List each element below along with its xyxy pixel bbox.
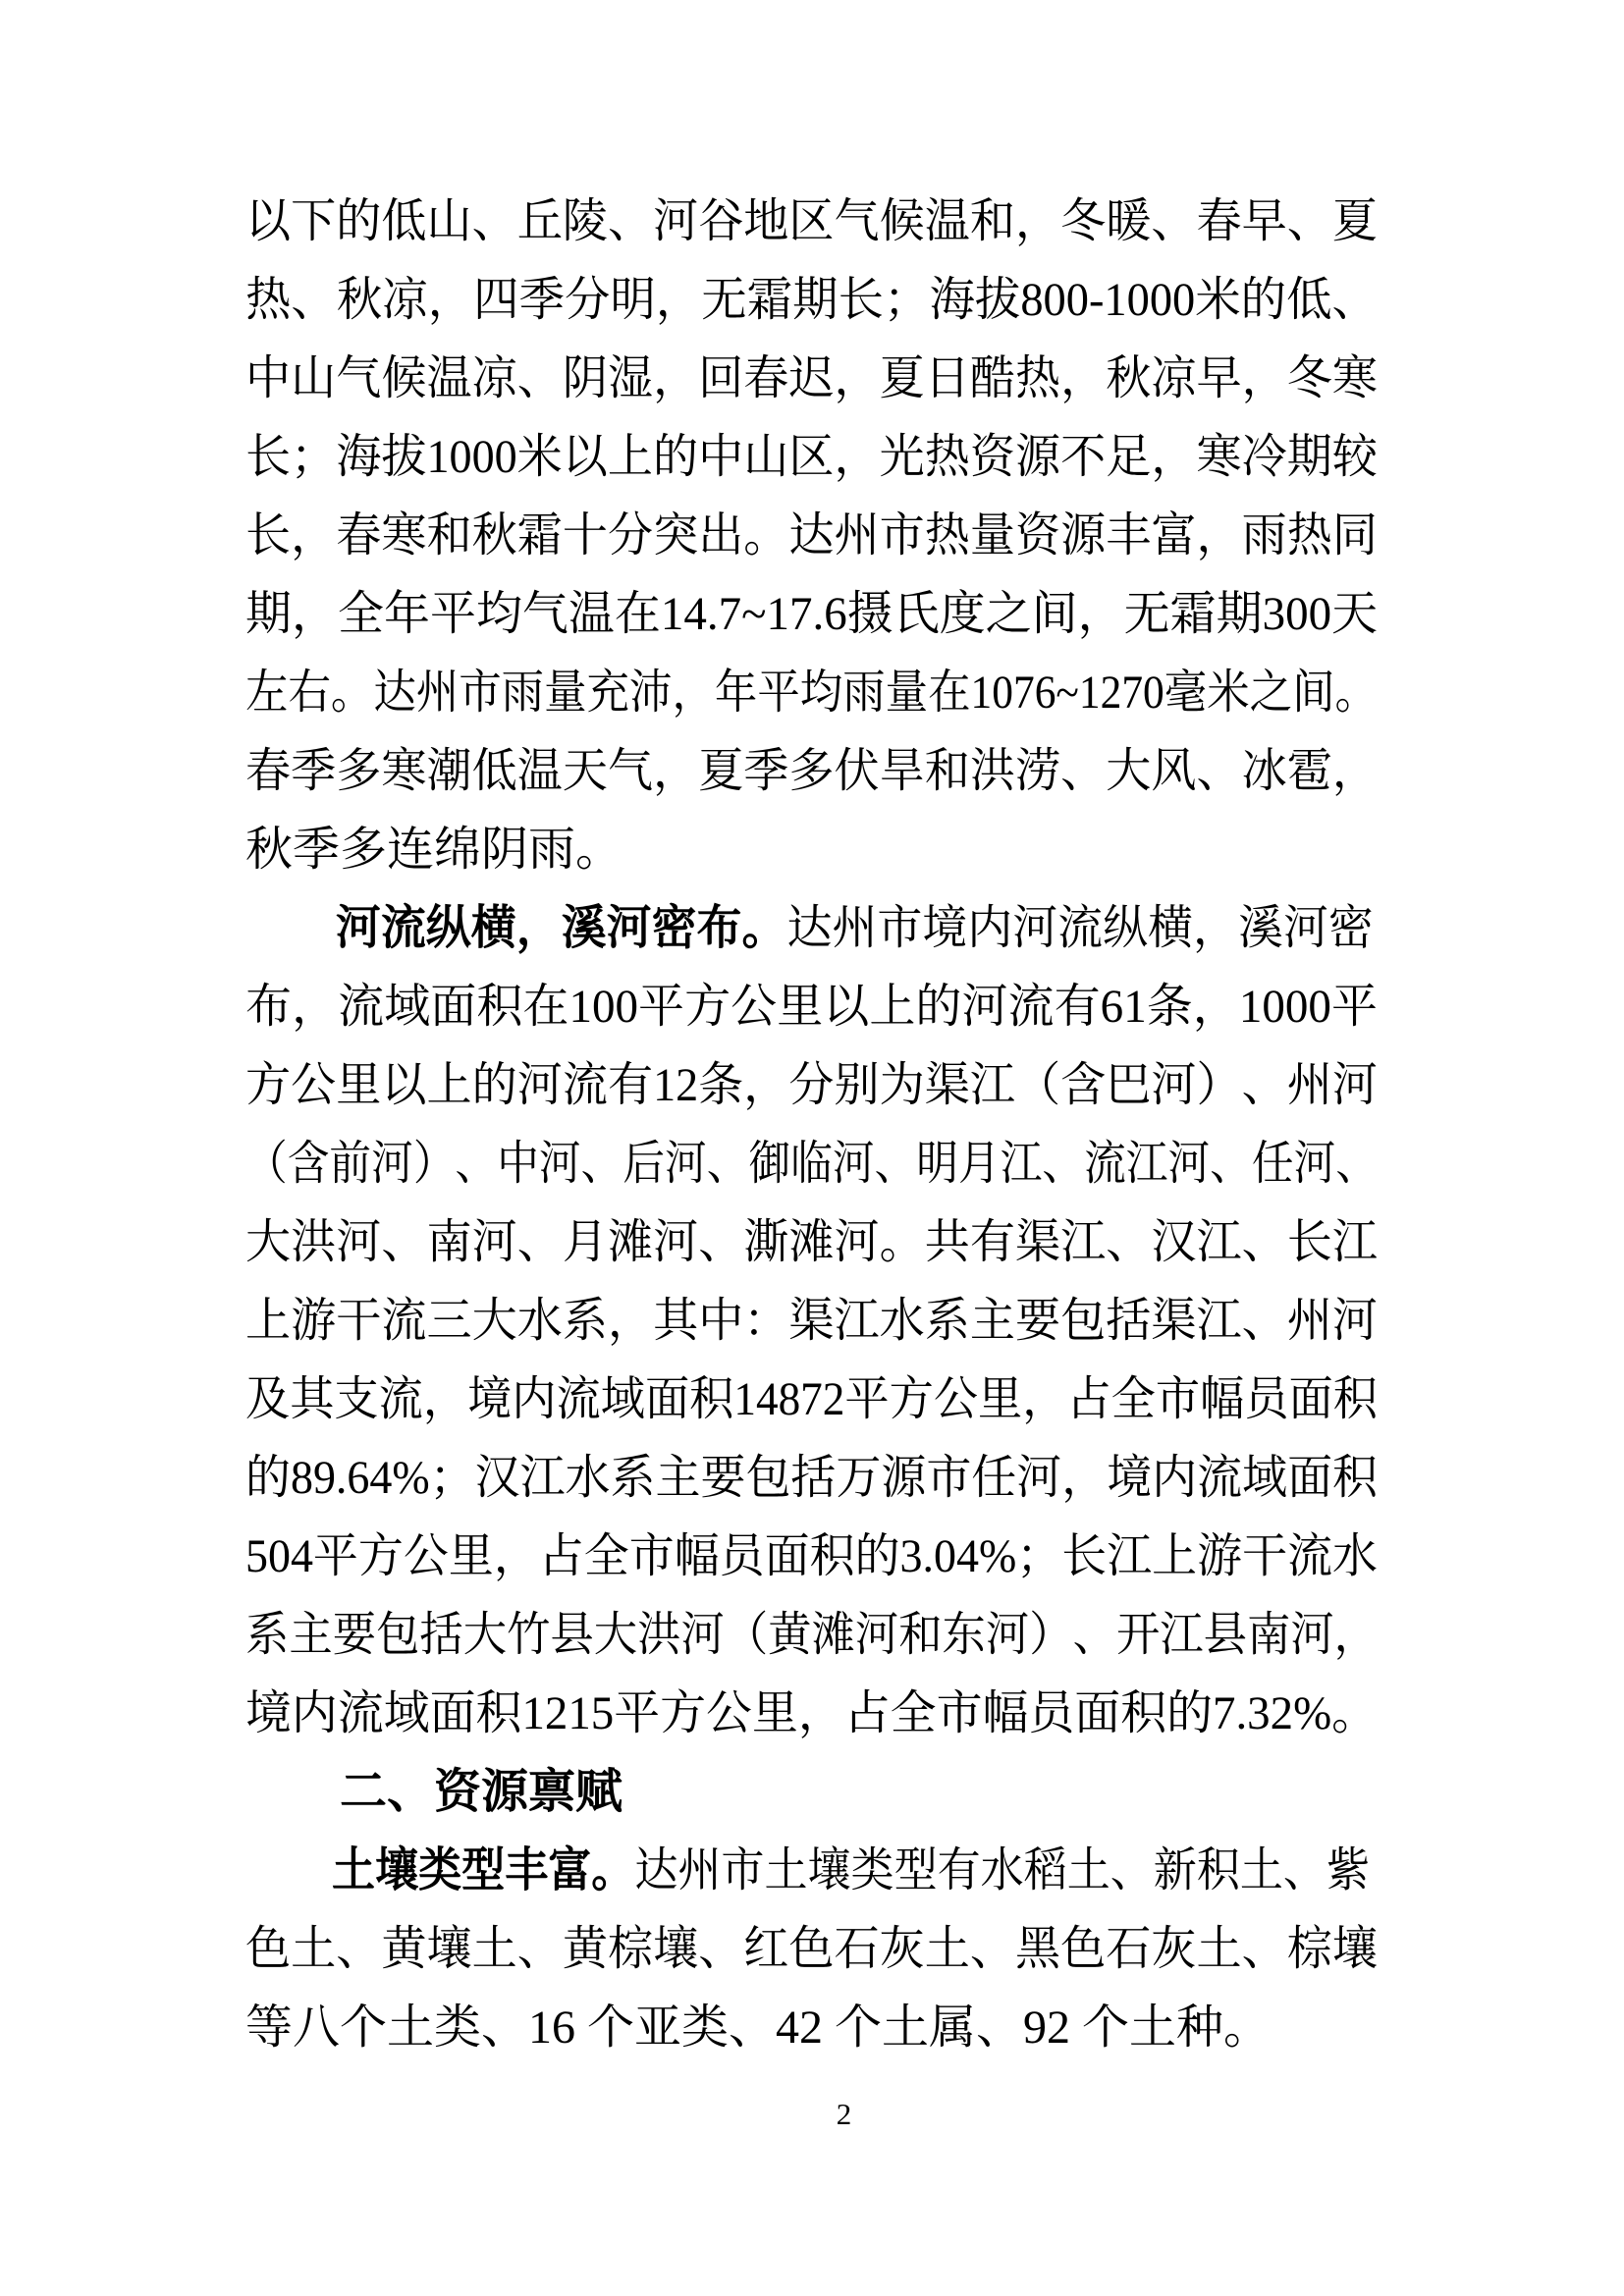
- document-body: [245, 183, 1378, 2067]
- text-line: 以 下 的 低 山 、 丘 陵 、 河 谷 地 区 气 候 温 和 ， 冬 暖 、 春 早 、 夏: [245, 195, 1378, 247]
- text-line: 的 89.64% ； 汉 江 水 系 主 要 包 括 万 源 市 任 河 ， 境 内 流 域 面 积: [245, 1452, 1379, 1504]
- text-line: 境 内 流 域 面 积 1215 平 方 公 里 ， 占 全 市 幅 员 面 积 的 7.32% 。: [245, 1687, 1379, 1739]
- paragraph-lead-line: 土 壤 类 型 丰 富 。 达 州 市 土 壤 类 型 有 水 稻 土 、 新 积 土 、 紫: [332, 1844, 1371, 1896]
- text-line: 中 山 气 候 温 凉 、 阴 湿 ， 回 春 迟 ， 夏 日 酷 热 ， 秋 凉 早 ， 冬 寒: [245, 352, 1378, 404]
- text-line: 色 土 、 黄 壤 土 、 黄 棕 壤 、 红 色 石 灰 土 、 黑 色 石 灰 土 、 棕 壤: [245, 1923, 1378, 1975]
- text-line: 及 其 支 流 ， 境 内 流 域 面 积 14872 平 方 公 里 ， 占 全 市 幅 员 面 积: [245, 1373, 1378, 1425]
- text-line: 春 季 多 寒 潮 低 温 天 气 ， 夏 季 多 伏 旱 和 洪 涝 、 大 风 、 冰 雹 ，: [245, 745, 1378, 797]
- paragraph-lead-line: 河 流 纵 横 ， 溪 河 密 布 。 达 州 市 境 内 河 流 纵 横 ， 溪 河 密: [335, 902, 1374, 954]
- text-line: 大 洪 河 、 南 河 、 月 滩 河 、 澌 滩 河 。 共 有 渠 江 、 汉 江 、 长 江: [245, 1216, 1378, 1268]
- text-run: 等八个土类、16 个亚类、42 个土属、92 个土种。: [245, 2002, 1272, 2054]
- text-line: 方 公 里 以 上 的 河 流 有 12 条 ， 分 别 为 渠 江 （ 含 巴 河 ） 、 州 河: [245, 1059, 1378, 1111]
- text-line: 系 主 要 包 括 大 竹 县 大 洪 河 （ 黄 滩 河 和 东 河 ） 、 开 江 县 南 河 ，: [245, 1609, 1379, 1661]
- text-line: 左 右 。 达 州 市 雨 量 充 沛 ， 年 平 均 雨 量 在 1076~1270 毫 米 之 间 。: [245, 667, 1378, 719]
- text-line: [245, 1989, 1378, 2067]
- text-line: 长 ， 春 寒 和 秋 霜 十 分 突 出 。 达 州 市 热 量 资 源 丰 富 ， 雨 热 同: [245, 509, 1378, 561]
- section-heading: [245, 1753, 1378, 1832]
- text-line: [245, 811, 1378, 889]
- page-number: 2: [836, 2097, 852, 2131]
- text-line: 长 ； 海 拔 1000 米 以 上 的 中 山 区 ， 光 热 资 源 不 足 ， 寒 冷 期 较: [245, 431, 1378, 483]
- text-line: 504 平 方 公 里 ， 占 全 市 幅 员 面 积 的 3.04% ； 长 江 上 游 干 流 水: [245, 1530, 1379, 1582]
- text-line: 上 游 干 流 三 大 水 系 ， 其 中 ： 渠 江 水 系 主 要 包 括 渠 江 、 州 河: [245, 1295, 1378, 1347]
- text-line: 布 ， 流 域 面 积 在 100 平 方 公 里 以 上 的 河 流 有 61 条 ， 1000 平: [245, 981, 1379, 1033]
- text-run: 秋季多连绵阴雨。: [245, 824, 623, 876]
- text-line: 热 、 秋 凉 ， 四 季 分 明 ， 无 霜 期 长 ； 海 拔 800 -1000 米 的 低 、: [245, 274, 1378, 326]
- text-line: （ 含 前 河 ） 、 中 河 、 后 河 、 御 临 河 、 明 月 江 、 流 江 河 、 任 河 、: [245, 1138, 1379, 1190]
- section-heading-text: 二、资源禀赋: [340, 1766, 623, 1818]
- text-line: 期 ， 全 年 平 均 气 温 在 14.7~17.6 摄 氏 度 之 间 ， 无 霜 期 300 天: [245, 588, 1379, 640]
